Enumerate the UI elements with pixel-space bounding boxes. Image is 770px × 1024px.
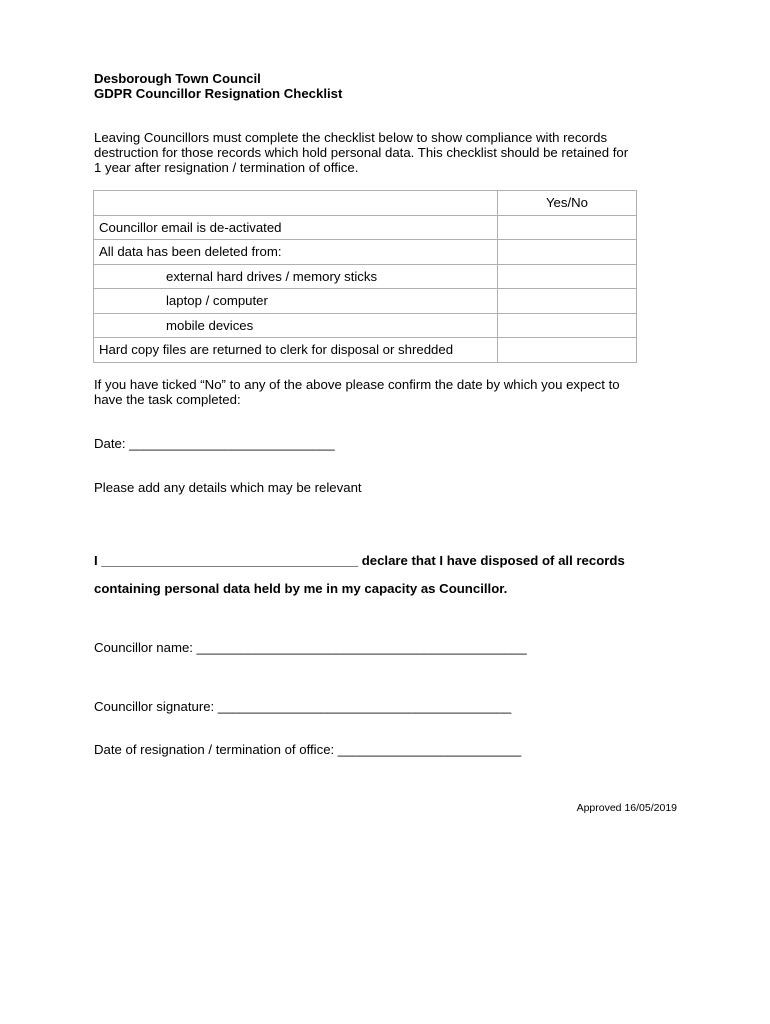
followup-paragraph — [94, 377, 620, 407]
table-row — [94, 240, 637, 265]
item-label-cell — [94, 338, 498, 363]
yesno-answer-cell[interactable] — [498, 313, 637, 338]
document-header — [94, 71, 342, 101]
date-field[interactable]: Date: ____________________________ — [94, 436, 335, 451]
council-name: Desborough Town Council — [94, 71, 261, 86]
item-label: external hard drives / memory sticks — [166, 268, 378, 284]
checklist-title: GDPR Councillor Resignation Checklist — [94, 86, 343, 101]
intro-line: Leaving Councillors must complete the checklist below to show compliance with records — [94, 130, 608, 145]
yesno-answer-cell[interactable] — [498, 264, 637, 289]
item-label-cell — [94, 313, 498, 338]
item-label: Councillor email is de-activated — [99, 219, 282, 235]
intro-line: 1 year after resignation / termination of office. — [94, 160, 359, 175]
followup-line: have the task completed: — [94, 392, 241, 407]
table-row — [94, 289, 637, 314]
table-row — [94, 264, 637, 289]
item-label: mobile devices — [166, 317, 254, 333]
table-row — [94, 215, 637, 240]
councillor-name-field[interactable]: Councillor name: _____________________________________________ — [94, 640, 527, 655]
item-label: laptop / computer — [166, 293, 268, 309]
item-label-cell — [94, 264, 498, 289]
intro-line: destruction for those records which hold personal data. This checklist should be retained for — [94, 145, 629, 160]
declaration-line-2: containing personal data held by me in my capacity as Councillor. — [94, 581, 508, 596]
declaration-line-1[interactable]: I ___________________________________ declare that I have disposed of all records — [94, 553, 625, 568]
table-row — [94, 313, 637, 338]
yesno-answer-cell[interactable] — [498, 215, 637, 240]
item-label-cell — [94, 215, 498, 240]
header-item-cell — [94, 191, 498, 216]
checklist-table — [93, 190, 637, 363]
item-label-cell — [94, 289, 498, 314]
details-prompt: Please add any details which may be relevant — [94, 480, 362, 495]
table-row — [94, 338, 637, 363]
table-header-row — [94, 191, 637, 216]
followup-line: If you have ticked “No” to any of the above please confirm the date by which you expect to — [94, 377, 620, 392]
item-label-cell — [94, 240, 498, 265]
resignation-date-field[interactable]: Date of resignation / termination of office: _________________________ — [94, 742, 522, 757]
item-label: Hard copy files are returned to clerk for disposal or shredded — [99, 342, 454, 358]
yesno-answer-cell[interactable] — [498, 338, 637, 363]
header-yesno-cell: Yes/No — [498, 191, 637, 216]
yesno-answer-cell[interactable] — [498, 289, 637, 314]
councillor-signature-field[interactable]: Councillor signature: ________________________________________ — [94, 699, 512, 714]
item-label: All data has been deleted from: — [99, 244, 282, 260]
yesno-answer-cell[interactable] — [498, 240, 637, 265]
intro-paragraph — [94, 130, 694, 175]
approved-date: Approved 16/05/2019 — [576, 802, 677, 814]
